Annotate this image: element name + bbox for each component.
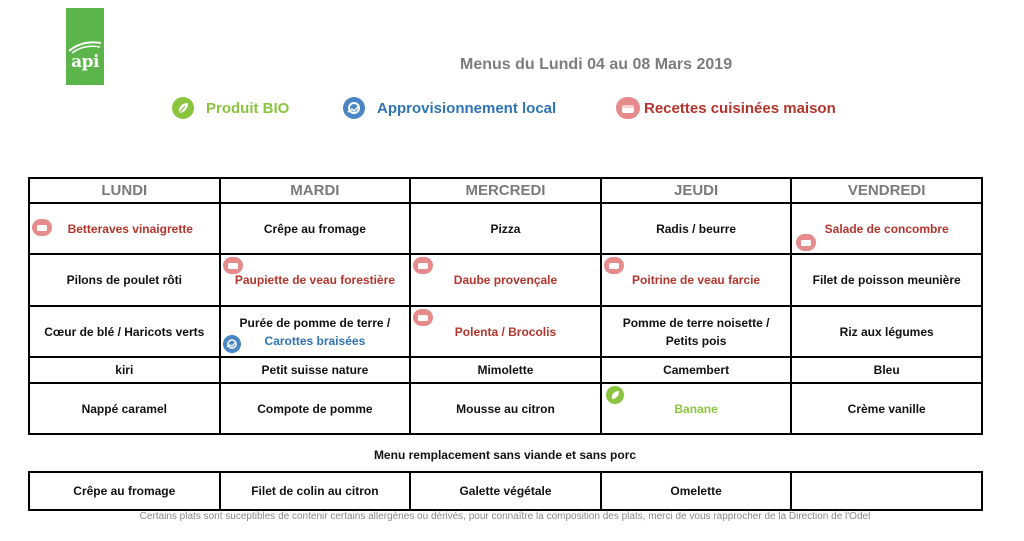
chef-hat-icon [32,219,52,236]
menu-cell [220,383,411,434]
menu-cell [29,254,220,306]
menu-cell [601,254,792,306]
allergen-footnote: Certains plats sont suceptibles de contenir certains allergènes ou dérivés, pour connaître la composition des plats, merci de vous rapprocher de la Direction de l'Odel [139,511,871,522]
day-header-row [29,178,982,203]
dish-text: Cœur de blé / Haricots verts [44,324,205,339]
dish-text: Betteraves vinaigrette [67,221,193,236]
dish-text: Riz aux légumes [839,324,934,339]
dish-text: Petit suisse nature [261,363,369,377]
menu-cell [220,357,411,383]
menu-cell [601,383,792,434]
dish-text: Pomme de terre noisette / [622,315,770,330]
replacement-menu-title: Menu remplacement sans viande et sans porc [373,448,637,462]
menu-cell [791,472,982,510]
menu-cell [29,306,220,357]
table-row [29,383,982,434]
menu-cell [791,306,982,357]
dish-text: Pilons de poulet rôti [66,273,182,287]
replacement-menu-table [28,471,983,511]
menu-cell [601,306,792,357]
day-header-lundi: LUNDI [29,178,220,203]
chef-hat-icon [616,97,640,119]
menu-cell [601,357,792,383]
table-row [29,472,982,510]
day-header-jeudi: JEUDI [601,178,792,203]
menu-cell [410,203,601,254]
leaf-icon [606,386,624,404]
dish-text: Polenta / Brocolis [454,324,557,339]
dish-text: Poitrine de veau farcie [632,273,761,287]
menu-cell [410,254,601,306]
menu-cell: Crêpe au fromage [29,472,220,510]
api-logo [66,8,104,85]
dish-text: Radis / beurre [656,221,737,236]
menu-cell [410,357,601,383]
day-header-mercredi: MERCREDI [410,178,601,203]
dish-text: Crème vanille [847,401,926,416]
table-row [29,306,982,357]
menu-cell [29,383,220,434]
logo-text: api [71,52,99,72]
day-header-mardi: MARDI [220,178,411,203]
menu-cell: Omelette [601,472,792,510]
menu-cell [601,203,792,254]
menu-cell [791,383,982,434]
dish-text: Mimolette [477,363,534,377]
page-title: Menus du Lundi 04 au 08 Mars 2019 [460,56,733,73]
menu-cell: Galette végétale [410,472,601,510]
legend-local-label: Approvisionnement local [377,99,557,117]
menu-table [28,177,983,435]
dish-text: Crêpe au fromage [263,221,366,236]
chef-hat-icon [223,257,243,274]
legend-local [343,97,556,119]
menu-cell [410,383,601,434]
dish-text: Paupiette de veau forestière [234,273,395,287]
menu-cell [791,254,982,306]
dish-text: Purée de pomme de terre / [239,315,391,330]
leaf-icon [172,97,194,119]
dish-text: kiri [115,363,134,377]
day-header-vendredi: VENDREDI [791,178,982,203]
local-supply-icon [223,335,241,353]
legend-maison [616,97,836,119]
menu-cell [220,203,411,254]
chef-hat-icon [413,257,433,274]
menu-cell [29,203,220,254]
local-supply-icon [343,97,365,119]
dish-text-line2: Carottes braisées [264,333,366,348]
menu-cell [220,254,411,306]
legend-bio [172,97,289,119]
dish-text: Mousse au citron [456,401,555,416]
menu-cell [410,306,601,357]
dish-text: Bleu [873,363,900,377]
dish-text: Banane [674,401,718,416]
dish-text-line2: Petits pois [665,333,727,348]
chef-hat-icon [413,309,433,326]
dish-text: Pizza [490,221,521,236]
menu-cell [791,203,982,254]
dish-text: Nappé caramel [81,401,167,416]
chef-hat-icon [604,257,624,274]
legend-maison-label: Recettes cuisinées maison [644,99,836,117]
chef-hat-icon [796,234,816,251]
legend-bio-label: Produit BIO [206,99,290,117]
menu-cell [791,357,982,383]
table-row [29,357,982,383]
menu-cell: Filet de colin au citron [220,472,411,510]
menu-cell [220,306,411,357]
table-row [29,203,982,254]
dish-text: Compote de pomme [257,401,373,416]
table-row [29,254,982,306]
dish-text: Daube provençale [453,273,558,287]
dish-text: Salade de concombre [824,221,949,236]
dish-text: Camembert [663,363,730,377]
dish-text: Filet de poisson meunière [812,273,961,287]
menu-cell [29,357,220,383]
